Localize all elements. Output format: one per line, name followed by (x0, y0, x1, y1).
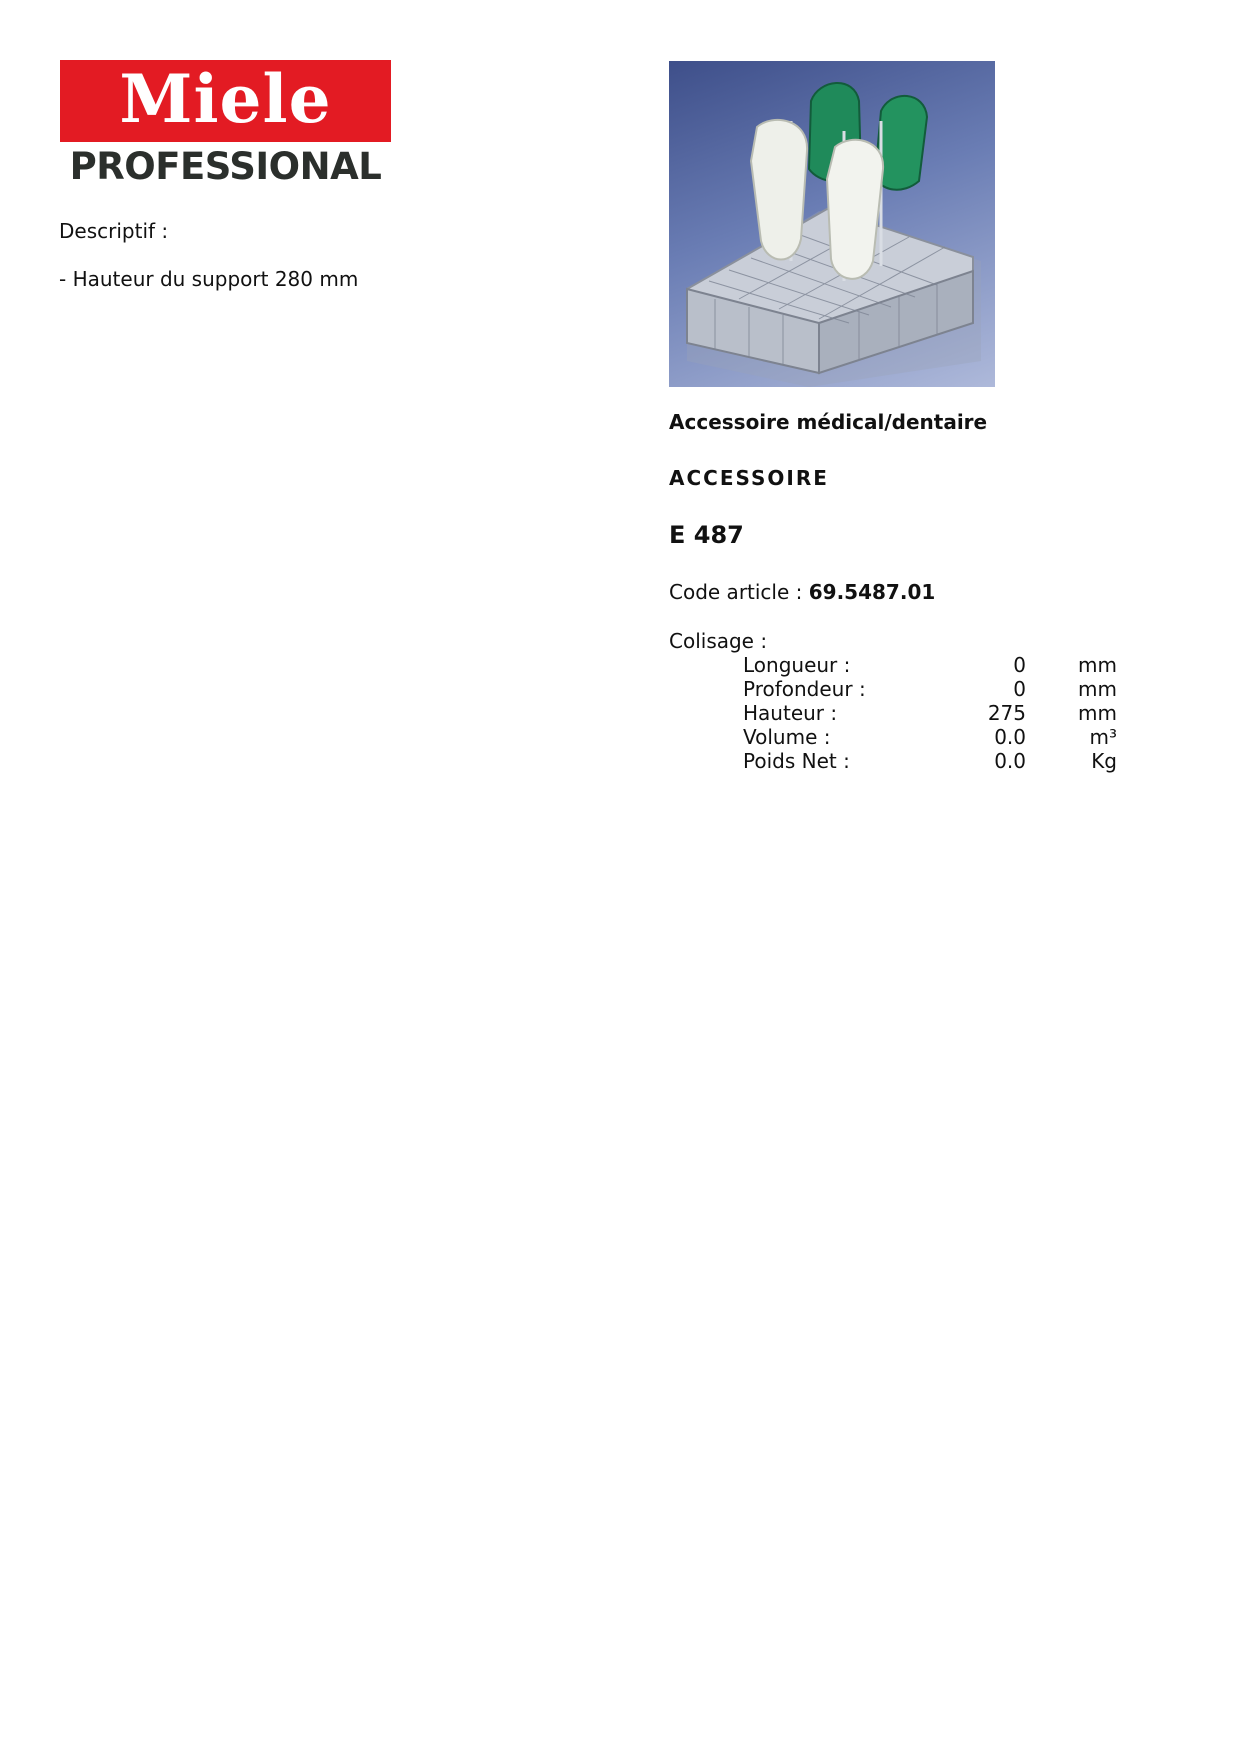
row-label: Hauteur : (743, 701, 838, 725)
product-photo (669, 61, 995, 387)
colisage-row-longueur (743, 653, 1117, 677)
row-unit: Kg (1091, 749, 1117, 773)
code-value: 69.5487.01 (808, 580, 936, 604)
row-label: Longueur : (743, 653, 851, 677)
colisage-table (743, 653, 1117, 773)
colisage-row-hauteur (743, 701, 1117, 725)
product-model: E 487 (669, 521, 744, 549)
row-value: 0.0 (994, 725, 1026, 749)
row-label: Profondeur : (743, 677, 866, 701)
row-unit: m³ (1089, 725, 1117, 749)
row-value: 0 (1013, 677, 1026, 701)
product-category: Accessoire médical/dentaire (669, 410, 988, 434)
logo-brand-text: Miele (119, 60, 332, 138)
colisage-row-volume (743, 725, 1117, 749)
colisage-label: Colisage : (669, 629, 768, 653)
row-unit: mm (1078, 653, 1117, 677)
row-value: 0.0 (994, 749, 1026, 773)
product-type: ACCESSOIRE (669, 466, 829, 490)
row-label: Poids Net : (743, 749, 850, 773)
row-unit: mm (1078, 677, 1117, 701)
code-label: Code article : (669, 580, 809, 604)
miele-professional-logo (60, 60, 391, 192)
row-value: 0 (1013, 653, 1026, 677)
product-code (669, 580, 935, 604)
row-value: 275 (987, 701, 1026, 725)
description-label: Descriptif : (59, 219, 169, 243)
row-unit: mm (1078, 701, 1117, 725)
logo-subtitle: PROFESSIONAL (69, 145, 382, 188)
colisage-row-poids (743, 749, 1117, 773)
colisage-row-profondeur (743, 677, 1117, 701)
description-item: - Hauteur du support 280 mm (59, 267, 359, 291)
product-illustration (669, 61, 995, 387)
logo-red-banner (60, 60, 391, 142)
row-label: Volume : (743, 725, 831, 749)
